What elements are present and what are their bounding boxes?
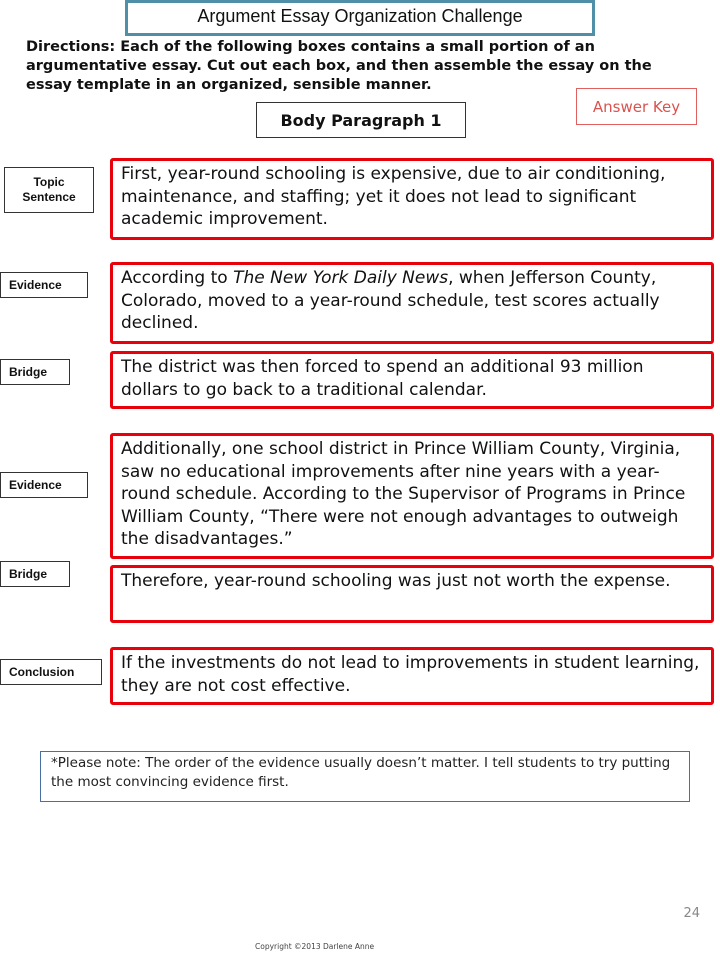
evidence-1-box: [110, 262, 714, 344]
evidence-1-text-before: According to: [121, 268, 234, 288]
label-bridge-2-text: Bridge: [9, 566, 48, 581]
copyright-text: Copyright ©2013 Darlene Anne: [255, 942, 375, 951]
bridge-1-box: [110, 351, 714, 409]
title-text: Argument Essay Organization Challenge: [197, 5, 523, 26]
note-box: [40, 751, 690, 802]
label-topic-sentence: [4, 167, 94, 213]
label-conclusion-text: Conclusion: [9, 664, 75, 679]
label-bridge-2: [0, 561, 70, 587]
label-evidence-2: [0, 472, 88, 498]
answer-key-badge: [576, 88, 697, 125]
label-topic-sentence-text: Topic Sentence: [22, 175, 76, 204]
section-heading: [256, 102, 466, 138]
label-bridge-1-text: Bridge: [9, 364, 48, 379]
worksheet-title: [125, 0, 595, 36]
conclusion-box: [110, 647, 714, 705]
evidence-2-box: [110, 433, 714, 559]
topic-sentence-text: First, year-round schooling is expensive, due to air conditioning, maintenance, and staffing; yet it does not lead to significant academic improvement.: [121, 164, 666, 229]
label-evidence-1: [0, 272, 88, 298]
label-evidence-1-text: Evidence: [9, 277, 62, 292]
conclusion-text: If the investments do not lead to improvements in student learning, they are not cost effective.: [121, 653, 700, 696]
label-conclusion: [0, 659, 102, 685]
bridge-2-box: [110, 565, 714, 623]
evidence-1-text-after: , when Jefferson County, Colorado, moved to a year-round schedule, test scores actually declined.: [121, 268, 660, 333]
answer-key-text: Answer Key: [592, 97, 681, 116]
topic-sentence-box: [110, 158, 714, 240]
evidence-2-text: Additionally, one school district in Prince William County, Virginia, saw no educational improvements after nine years with a year-round schedule. According to the Supervisor of Programs in Prince William County, “There were not enough advantages to outweigh the disadvantages.”: [121, 439, 686, 549]
bridge-2-text: Therefore, year-round schooling was just not worth the expense.: [121, 571, 671, 591]
page-number: 24: [683, 906, 700, 921]
note-text: *Please note: The order of the evidence usually doesn’t matter. I tell students to try putting the most convincing evidence first.: [51, 755, 671, 790]
label-evidence-2-text: Evidence: [9, 477, 62, 492]
label-bridge-1: [0, 359, 70, 385]
directions-text: Directions: Each of the following boxes contains a small portion of an argumentative essay. Cut out each box, and then assemble the essay on the essay template in an organized, sensible manner.: [26, 39, 652, 93]
section-heading-text: Body Paragraph 1: [280, 110, 442, 130]
evidence-1-source: The New York Daily News: [233, 268, 449, 288]
bridge-1-text: The district was then forced to spend an additional 93 million dollars to go back to a traditional calendar.: [121, 357, 644, 400]
